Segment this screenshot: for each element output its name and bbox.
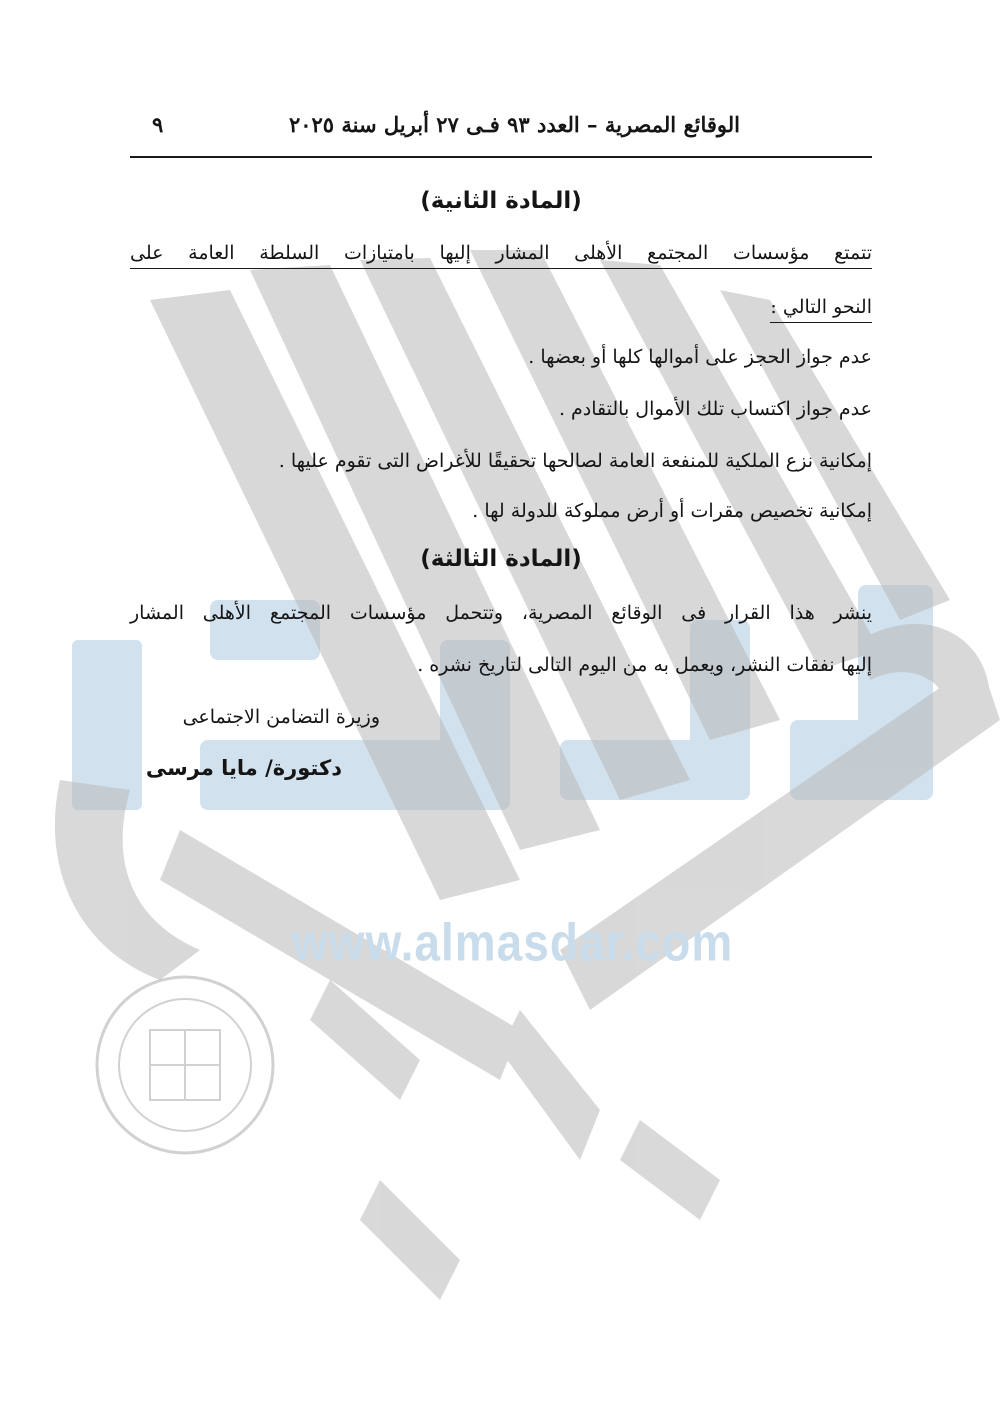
list-item: عدم جواز الحجز على أموالها كلها أو بعضها . — [528, 346, 872, 368]
article-two-intro-text: تتمتع مؤسسات المجتمع الأهلى المشار إليها بامتيازات السلطة العامة على — [130, 242, 872, 269]
watermark-seal — [97, 977, 273, 1153]
gazette-title: الوقائع المصرية – العدد ٩٣ فـى ٢٧ أبريل سنة ٢٠٢٥ — [288, 112, 740, 137]
article-three-line2: إليها نفقات النشر، ويعمل به من اليوم التالى لتاريخ نشره . — [417, 654, 872, 676]
article-three-heading: (المادة الثالثة) — [420, 546, 582, 572]
article-two-intro-line1 — [130, 242, 872, 264]
minister-name: دكتورة/ مايا مرسى — [145, 756, 342, 780]
page-number: ٩ — [152, 112, 164, 137]
list-item: إمكانية نزع الملكية للمنفعة العامة لصالحها تحقيقًا للأغراض التى تقوم عليها . — [278, 450, 872, 472]
article-two-heading: (المادة الثانية) — [420, 188, 582, 214]
minister-title: وزيرة التضامن الاجتماعى — [182, 706, 380, 728]
page-header — [130, 112, 872, 152]
watermark-url: www.almasdar.com — [292, 912, 734, 972]
article-two-intro-line2 — [770, 296, 872, 318]
list-item: إمكانية تخصيص مقرات أو أرض مملوكة للدولة لها . — [472, 500, 872, 522]
article-three-line1: ينشر هذا القرار فى الوقائع المصرية، وتتحمل مؤسسات المجتمع الأهلى المشار — [130, 602, 872, 624]
article-two-intro-text-end: النحو التالي : — [770, 296, 872, 323]
list-item: عدم جواز اكتساب تلك الأموال بالتقادم . — [558, 398, 872, 420]
header-divider — [130, 156, 872, 158]
